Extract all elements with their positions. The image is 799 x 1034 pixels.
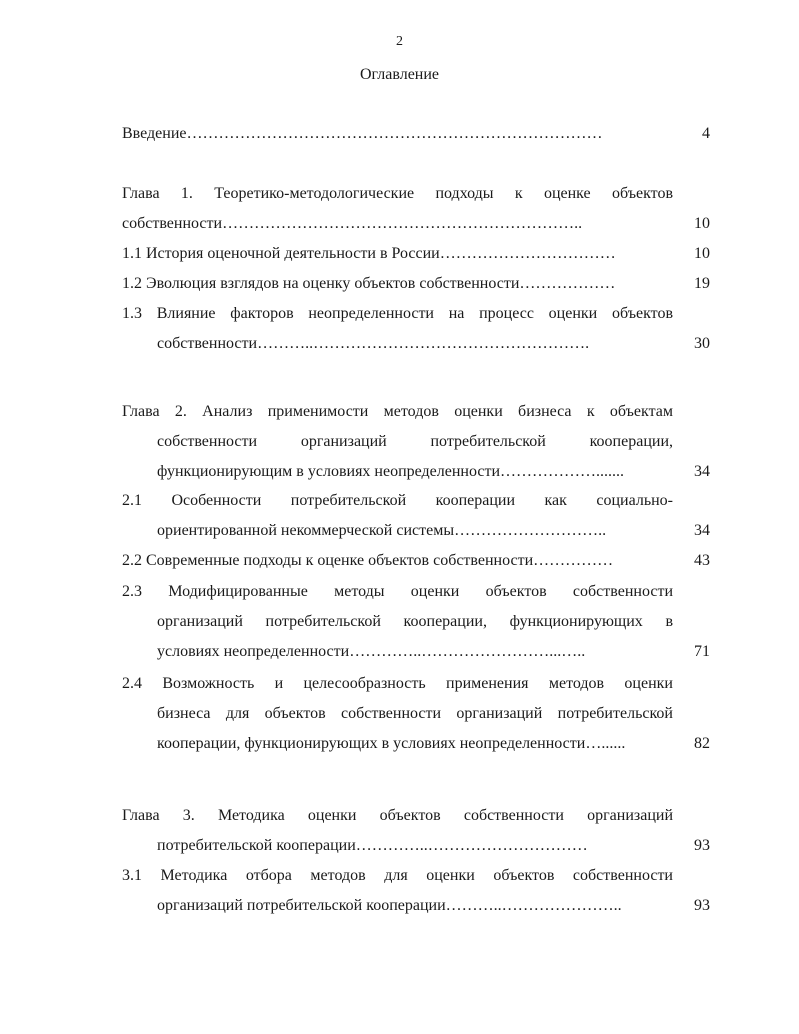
entry-text: условиях неопределенности [157, 643, 350, 660]
toc-chapter-2-line1: Глава 2. Анализ применимости методов оценки бизнеса к объектам [122, 403, 673, 420]
toc-chapter-2-line3 [157, 462, 673, 482]
toc-section-2-1-line2 [157, 521, 673, 541]
toc-chapter-2-line2: собственности организаций потребительской кооперации, [157, 433, 673, 450]
toc-title: Оглавление [359, 66, 440, 83]
entry-text: потребительской кооперации [157, 837, 356, 854]
leader-dots: ……………… [519, 275, 616, 292]
toc-entry-intro [122, 124, 673, 144]
toc-section-2-2 [122, 551, 673, 571]
leader-dots: …………………………………………………………………… [186, 125, 603, 142]
leader-dots: …………… [533, 552, 614, 569]
leader-dots: …………..……………………...….. [349, 643, 586, 660]
page-ref: 82 [694, 735, 710, 752]
entry-text: функционирующим в условиях неопределенности [157, 463, 501, 480]
page-number: 2 [396, 34, 403, 49]
leader-dots: ………..……………………………………………. [257, 335, 590, 352]
toc-section-1-2 [122, 274, 673, 294]
entry-text: 1.2 Эволюция взглядов на оценку объектов собственности [122, 275, 520, 292]
page-ref: 10 [694, 215, 710, 232]
entry-text: собственности [122, 215, 223, 232]
page-ref: 19 [694, 275, 710, 292]
entry-text: Введение [122, 125, 187, 142]
leader-dots: …………………………… [439, 245, 616, 262]
page-ref: 43 [694, 552, 710, 569]
toc-section-2-1-line1: 2.1 Особенности потребительской кооперации как социально- [122, 492, 673, 509]
page-ref: 4 [702, 125, 710, 142]
toc-chapter-3-line1: Глава 3. Методика оценки объектов собственности организаций [122, 807, 673, 824]
page-ref: 34 [694, 522, 710, 539]
leader-dots: ………..………………….. [445, 897, 622, 914]
toc-chapter-1-line2 [122, 214, 673, 234]
leader-dots: …………..………………………… [355, 837, 588, 854]
page-ref: 30 [694, 335, 710, 352]
page-ref: 34 [694, 463, 710, 480]
toc-section-2-3-line3 [157, 642, 673, 662]
leader-dots: ……………………….. [454, 522, 607, 539]
toc-section-2-4-line3 [157, 734, 673, 754]
toc-chapter-1-line1: Глава 1. Теоретико-методологические подходы к оценке объектов [122, 185, 673, 202]
entry-text: 2.2 Современные подходы к оценке объектов собственности [122, 552, 534, 569]
page-ref: 93 [694, 837, 710, 854]
toc-section-2-3-line1: 2.3 Модифицированные методы оценки объектов собственности [122, 583, 673, 600]
toc-section-2-4-line2: бизнеса для объектов собственности организаций потребительской [157, 705, 673, 722]
entry-text: 1.1 История оценочной деятельности в России [122, 245, 440, 262]
leader-dots: …...... [585, 735, 626, 752]
toc-section-3-1-line2 [157, 896, 673, 916]
toc-section-3-1-line1: 3.1 Методика отбора методов для оценки объектов собственности [122, 867, 673, 884]
page-ref: 10 [694, 245, 710, 262]
entry-text: ориентированной некоммерческой системы [157, 522, 455, 539]
page-ref: 71 [694, 643, 710, 660]
toc-section-1-3-line2 [157, 334, 673, 354]
leader-dots: ………………....... [500, 463, 625, 480]
page-ref: 93 [694, 897, 710, 914]
toc-chapter-3-line2 [157, 836, 673, 856]
toc-section-1-1 [122, 244, 673, 264]
toc-section-2-3-line2: организаций потребительской кооперации, функционирующих в [157, 613, 673, 630]
toc-section-1-3-line1: 1.3 Влияние факторов неопределенности на процесс оценки объектов [122, 305, 673, 322]
entry-text: собственности [157, 335, 258, 352]
entry-text: организаций потребительской кооперации [157, 897, 446, 914]
toc-section-2-4-line1: 2.4 Возможность и целесообразность применения методов оценки [122, 675, 673, 692]
entry-text: кооперации, функционирующих в условиях неопределенности [157, 735, 586, 752]
leader-dots: ………………………………………………………….. [222, 215, 583, 232]
